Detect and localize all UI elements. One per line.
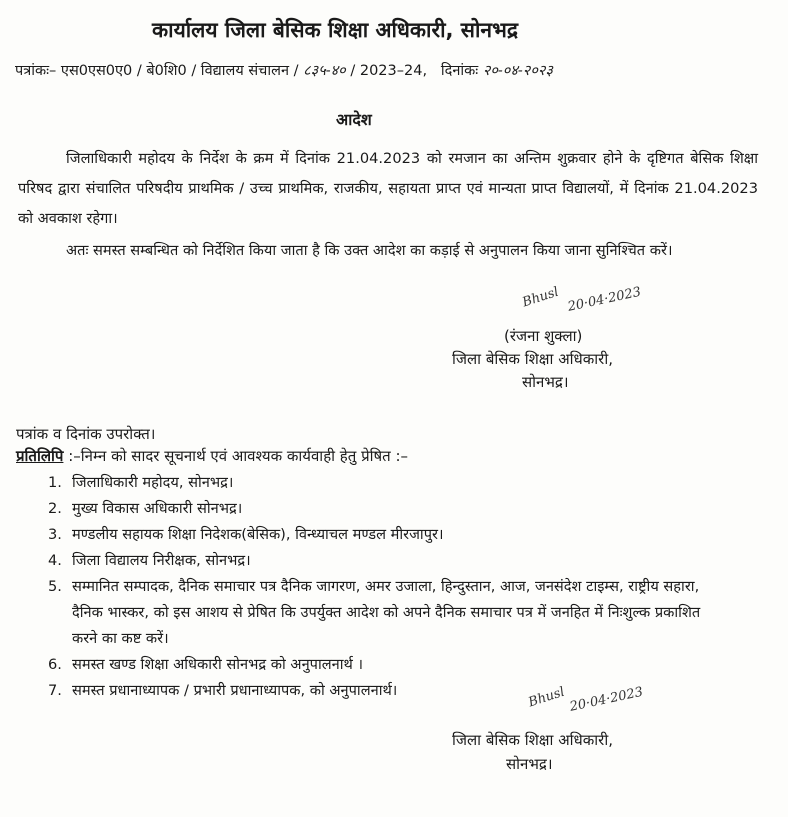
signature-scribble-2: Bhusl	[526, 684, 567, 711]
copy-reference-line: पत्रांक व दिनांक उपरोक्त।	[16, 425, 156, 443]
officer-designation-1: जिला बेसिक शिक्षा अधिकारी,	[452, 350, 613, 368]
copy-list	[48, 470, 712, 704]
list-item: 5. सम्मानित सम्पादक, दैनिक समाचार पत्र दैनिक जागरण, अमर उजाला, हिन्दुस्तान, आज, जनसंदेश टाइम्स, राष्ट्रीय सहारा, दैनिक भास्कर, को इस आशय से प्रेषित कि उपर्युक्त आदेश को अपने दैनिक समाचार पत्र में जनहित में निःशुल्क प्रकाशित करने का कष्ट करें।	[48, 578, 701, 647]
ref-label: पत्रांकः–	[15, 63, 57, 79]
list-item: 1. जिलाधिकारी महोदय, सोनभद्र।	[48, 474, 234, 491]
list-item: 3. मण्डलीय सहायक शिक्षा निदेशक(बेसिक), विन्ध्याचल मण्डल मीरजापुर।	[48, 526, 444, 543]
signature-scribble-1: Bhusl	[520, 284, 561, 311]
officer-designation-2: जिला बेसिक शिक्षा अधिकारी,	[452, 731, 613, 749]
date-handwritten: २०-०४-२०२३	[482, 63, 553, 79]
ref-handwritten-number: ८३५-४०	[303, 63, 346, 79]
cc-label: प्रतिलिपि	[16, 447, 64, 465]
list-item: 6. समस्त खण्ड शिक्षा अधिकारी सोनभद्र को अनुपालनार्थ ।	[48, 656, 364, 673]
date-label: दिनांकः	[440, 63, 479, 79]
cc-rest: :–निम्न को सादर सूचनार्थ एवं आवश्यक कार्यवाही हेतु प्रेषित :–	[68, 447, 409, 465]
reference-line	[15, 60, 553, 80]
signature-date-1: 20·04·2023	[566, 284, 643, 315]
order-heading: आदेश	[336, 110, 372, 129]
officer-place-2: सोनभद्र।	[506, 755, 553, 773]
list-item: 2. मुख्य विकास अधिकारी सोनभद्र।	[48, 500, 243, 517]
cc-line	[16, 446, 408, 466]
signature-date-2: 20·04·2023	[568, 684, 645, 715]
office-title: कार्यालय जिला बेसिक शिक्षा अधिकारी, सोनभद्र	[152, 18, 518, 42]
ref-year: / 2023–24,	[350, 63, 428, 79]
officer-name: (रंजना शुक्ला)	[504, 327, 583, 345]
list-item: 4. जिला विद्यालय निरीक्षक, सोनभद्र।	[48, 552, 251, 569]
order-paragraph-2: अतः समस्त सम्बन्धित को निर्देशित किया जाता है कि उक्त आदेश का कड़ाई से अनुपालन किया जाना सुनिश्चित करें।	[66, 242, 673, 259]
order-paragraph-1: जिलाधिकारी महोदय के निर्देश के क्रम में दिनांक 21.04.2023 को रमजान का अन्तिम शुक्रवार होने के दृष्टिगत बेसिक शिक्षा परिषद द्वारा संचालित परिषदीय प्राथमिक / उच्च प्राथमिक, राजकीय, सहायता प्राप्त एवं मान्यता प्राप्त विद्यालयों, में दिनांक 21.04.2023 को अवकाश रहेगा।	[18, 150, 758, 227]
officer-place-1: सोनभद्र।	[522, 373, 569, 391]
ref-printed: एस0एस0ए0 / बे0शि0 / विद्यालय संचालन /	[60, 63, 299, 79]
list-item: 7. समस्त प्रधानाध्यापक / प्रभारी प्रधानाध्यापक, को अनुपालनार्थ।	[48, 682, 398, 699]
